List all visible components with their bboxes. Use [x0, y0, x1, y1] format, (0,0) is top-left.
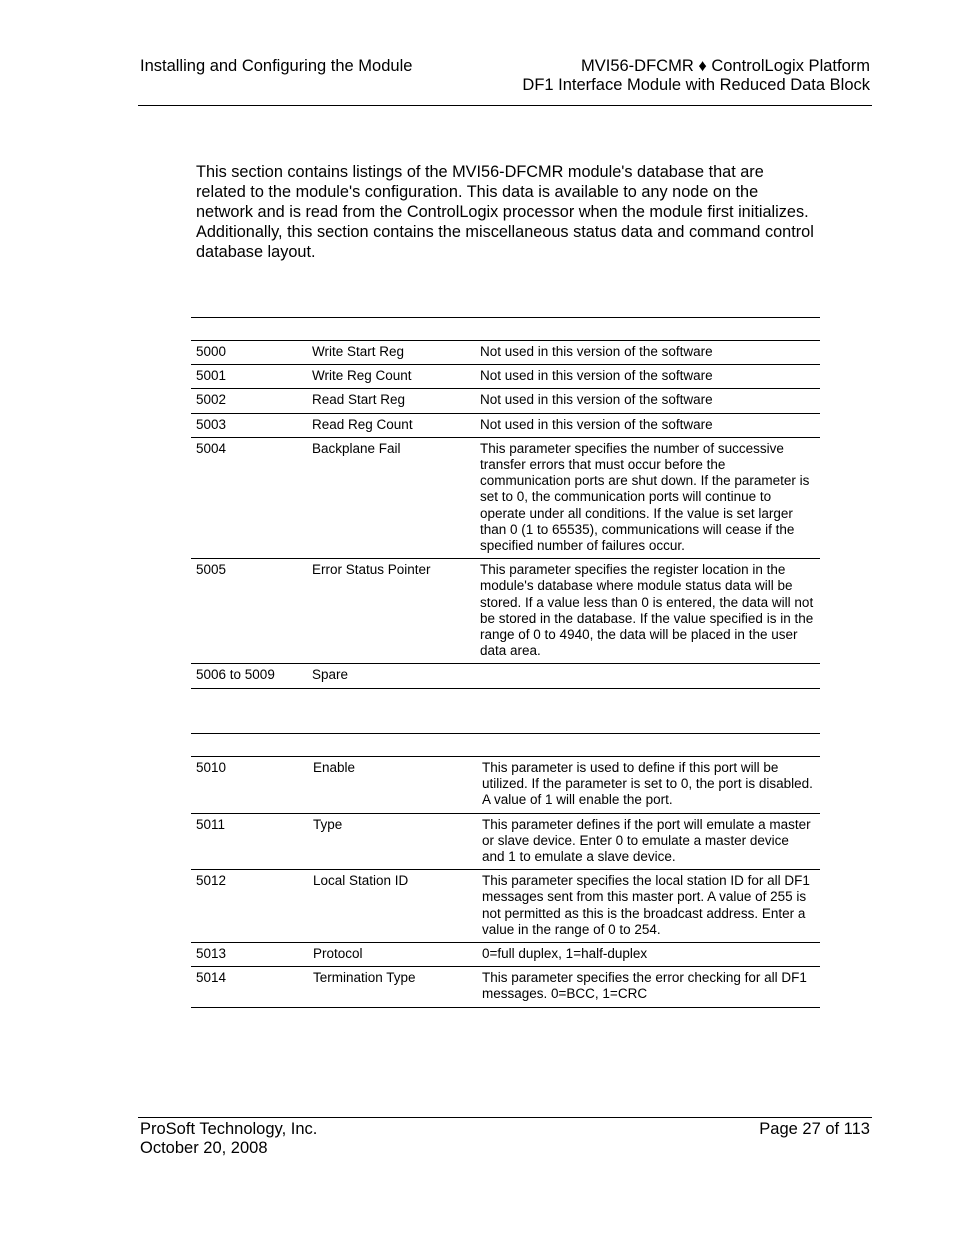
- header-product-title: [522, 57, 870, 95]
- cell-offset: 5014: [196, 970, 227, 986]
- cell-description: Not used in this version of the software: [480, 392, 713, 408]
- cell-offset: 5013: [196, 946, 227, 962]
- cell-offset: 5001: [196, 368, 227, 384]
- cell-description: This parameter is used to define if this port will be utilized. If the parameter is set to 0, the port is disabled. A value of 1 will enable the port.: [482, 760, 813, 808]
- table-row: [191, 389, 820, 413]
- table-row: [191, 664, 820, 688]
- table-row: [191, 559, 820, 664]
- cell-name: Backplane Fail: [312, 440, 401, 456]
- cell-name: Write Start Reg: [312, 344, 405, 359]
- cell-name: Protocol: [313, 946, 363, 962]
- cell-description: This parameter specifies the register location in the module's database where module status data will be stored. If a value less than 0 is entered, the data will not be stored in the database. If the value specified is in the range of 0 to 4940, the data will be placed in the user data area.: [480, 562, 814, 659]
- cell-name: Type: [313, 816, 343, 832]
- cell-offset: 5005: [196, 562, 227, 578]
- cell-name: Error Status Pointer: [312, 562, 431, 578]
- cell-offset: 5000: [196, 344, 227, 359]
- header-divider: [138, 105, 872, 106]
- config-table-module: [191, 317, 820, 689]
- cell-name: Read Start Reg: [312, 392, 406, 408]
- table-row: [191, 414, 820, 438]
- table-row: [191, 814, 820, 871]
- cell-description: This parameter defines if the port will emulate a master or slave device. Enter 0 to emulate a master device and 1 to emulate a slave device.: [482, 816, 811, 865]
- table-body: [191, 341, 820, 689]
- cell-name: Spare: [312, 667, 349, 683]
- footer-divider: [138, 1117, 872, 1118]
- cell-offset: 5003: [196, 416, 227, 432]
- footer-page-number: Page 27 of 113: [759, 1120, 870, 1138]
- table-body: [191, 757, 820, 1008]
- footer-date: October 20, 2008: [140, 1139, 268, 1157]
- table-row: [191, 365, 820, 389]
- config-table-port: [191, 733, 820, 1008]
- cell-description: This parameter specifies the number of successive transfer errors that must occur before the communication ports are shut down. If the parameter is set to 0, the communication ports will continue to operate under all conditions. If the value is set larger than 0 (1 to 65535), communications will cease if the specified number of failures occur.: [480, 440, 810, 554]
- intro-paragraph: This section contains listings of the MVI56-DFCMR module's database that are related to the module's configuration. This data is available to any node on the network and is read from the ControlLogix processor when the module first initializes. Additionally, this section contains the miscellaneous status data and command control database layout.: [196, 163, 814, 261]
- cell-name: Termination Type: [313, 970, 416, 986]
- cell-description: Not used in this version of the software: [480, 344, 713, 359]
- cell-description: Not used in this version of the software: [480, 416, 713, 432]
- cell-description: Not used in this version of the software: [480, 368, 713, 384]
- cell-name: Read Reg Count: [312, 416, 413, 432]
- cell-offset: 5012: [196, 873, 227, 889]
- cell-description: [480, 667, 820, 683]
- cell-offset: 5002: [196, 392, 227, 408]
- table-row: [191, 943, 820, 967]
- cell-offset: 5010: [196, 760, 227, 775]
- table-row: [191, 967, 820, 1007]
- cell-offset: 5004: [196, 440, 227, 456]
- cell-description: This parameter specifies the local station ID for all DF1 messages sent from this master port. A value of 255 is not permitted as this is the broadcast address. Enter a value in the range of 0 to 254.: [482, 873, 810, 937]
- cell-name: Local Station ID: [313, 873, 409, 889]
- header-product-line1: MVI56-DFCMR ♦ ControlLogix Platform: [581, 57, 870, 75]
- header-product-line2: DF1 Interface Module with Reduced Data Block: [522, 76, 870, 94]
- table-header-row: [191, 318, 820, 341]
- table-header-row: [191, 734, 820, 757]
- table-row: [191, 870, 820, 943]
- table-row: [191, 757, 820, 814]
- header-section-title: Installing and Configuring the Module: [140, 57, 413, 75]
- footer-left: [140, 1120, 317, 1158]
- cell-description: This parameter specifies the error checking for all DF1 messages. 0=BCC, 1=CRC: [482, 970, 807, 1002]
- footer-company: ProSoft Technology, Inc.: [140, 1120, 318, 1138]
- cell-offset: 5011: [196, 816, 226, 832]
- cell-offset: 5006 to 5009: [196, 667, 275, 683]
- table-row: [191, 438, 820, 559]
- cell-name: Enable: [313, 760, 356, 775]
- cell-description: 0=full duplex, 1=half-duplex: [482, 946, 648, 962]
- table-row: [191, 341, 820, 365]
- cell-name: Write Reg Count: [312, 368, 412, 384]
